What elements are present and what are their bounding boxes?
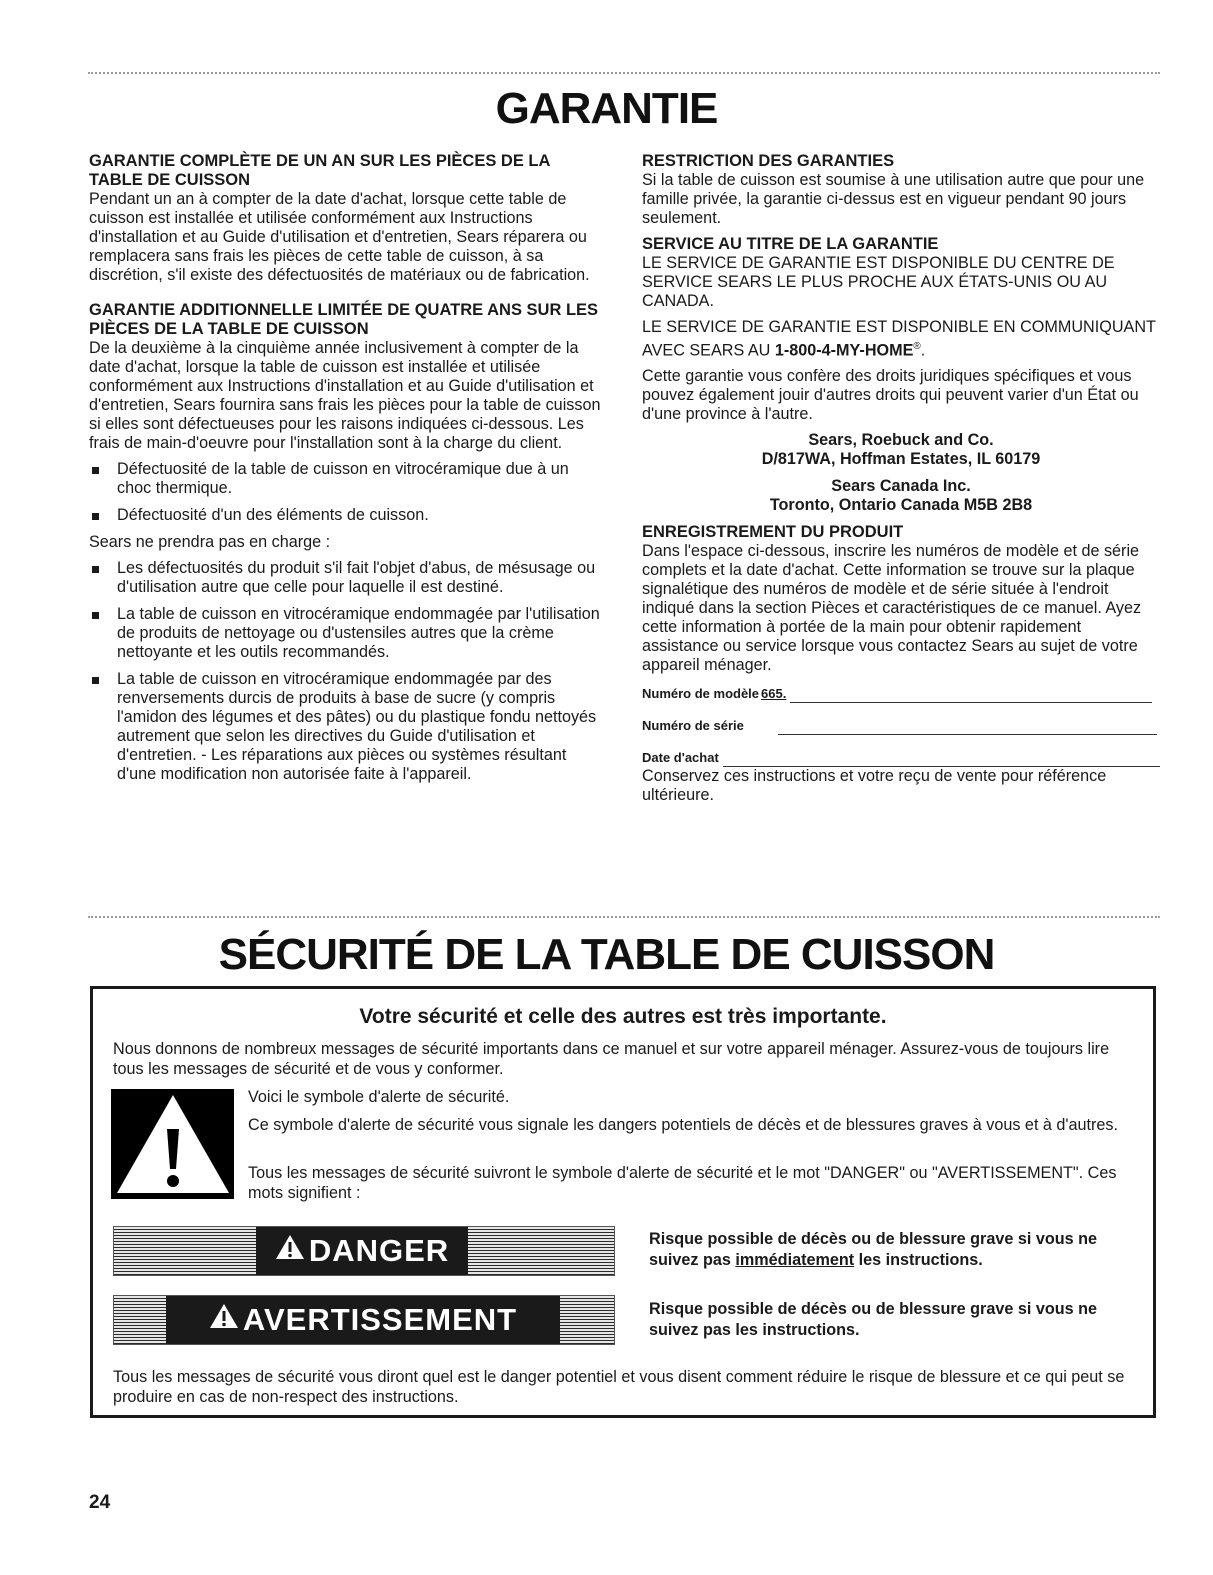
warning-banner (113, 1295, 615, 1345)
symbol-text-2: Ce symbole d'alerte de sécurité vous signale les dangers potentiels de décès et de blessures graves à vous et à d'autres. (248, 1116, 1119, 1134)
legal-rights-text: Cette garantie vous confère des droits juridiques spécifiques et vous pouvez également jouir d'autres droits qui peuvent varier d'un État ou d'une province à l'autre. (642, 367, 1139, 424)
service-phone-number: 1-800-4-MY-HOME (774, 341, 914, 360)
service-availability-text: LE SERVICE DE GARANTIE EST DISPONIBLE DU CENTRE DE SERVICE SEARS LE PLUS PROCHE AUX ÉTATS-UNIS OU AU CANADA. (642, 254, 1115, 310)
limited-warranty-text: De la deuxième à la cinquième année inclusivement à compter de la date d'achat, lorsque la table de cuisson est installée et utilisée conformément aux Instructions d'installation et au Guide d'utilisation et d'entretien, Sears fournira sans frais les pièces pour la table de cuisson si elles sont défectueuses pour les raisons indiquées ci-dessous. Les frais de main-d'oeuvre pour l'installation sont à la charge du client. (89, 339, 601, 452)
address-line: Sears Canada Inc. (831, 477, 971, 496)
warning-description: Risque possible de décès ou de blessure grave si vous ne suivez pas les instructions. (649, 1300, 1098, 1339)
address-line: Sears, Roebuck and Co. (808, 431, 994, 450)
danger-label-box (256, 1227, 468, 1275)
safety-title: SÉCURITÉ DE LA TABLE DE CUISSON (218, 930, 995, 979)
keep-instructions-text: Conservez ces instructions et votre reçu de vente pour référence ultérieure. (642, 767, 1107, 805)
sears-canada-address (642, 477, 1160, 515)
warranty-right-column (642, 152, 1160, 812)
warning-triangle-icon (209, 1302, 239, 1338)
list-item: Défectuosité d'un des éléments de cuisson. (89, 506, 607, 525)
serial-number-line[interactable] (778, 718, 1157, 735)
warning-label: AVERTISSEMENT (242, 1302, 518, 1337)
danger-desc-text-end: les instructions. (854, 1251, 983, 1269)
warning-label-box (166, 1296, 560, 1344)
purchase-date-label: Date d'achat (642, 750, 719, 766)
full-warranty-section (89, 152, 607, 285)
service-contact-text (642, 318, 1160, 360)
safety-alert-symbol (111, 1089, 234, 1199)
safety-box (90, 986, 1156, 1418)
service-contact-end: . (920, 341, 926, 360)
address-line: Toronto, Ontario Canada M5B 2B8 (769, 496, 1033, 515)
limited-warranty-heading: GARANTIE ADDITIONNELLE LIMITÉE DE QUATRE ANS SUR LES PIÈCES DE LA TABLE DE CUISSON (89, 301, 599, 338)
danger-desc-text: Risque possible de décès ou de blessure grave si vous ne suivez pas (649, 1230, 1098, 1269)
symbol-text-3: Tous les messages de sécurité suivront le symbole d'alerte de sécurité et le mot "DANGER" ou "AVERTISSEMENT". Ces mots signifient : (248, 1164, 1117, 1202)
top-divider (88, 72, 1160, 74)
sears-us-address (642, 431, 1160, 469)
safety-subtitle: Votre sécurité et celle des autres est très importante. (359, 1005, 887, 1028)
safety-closing: Tous les messages de sécurité vous diront quel est le danger potentiel et vous disent comment réduire le risque de blessure et ce qui peut se produire en cas de non-respect des instructions. (113, 1368, 1125, 1406)
list-item: La table de cuisson en vitrocéramique endommagée par des renversements durcis de produits à base de sucre (y compris l'amidon des légumes et des pâtes) ou du plastique fondu nettoyés autrement que selon les directives du Guide d'utilisation et d'entretien. - Les réparations aux pièces ou systèmes résultant d'une modification non autorisée faite à l'appareil. (89, 670, 607, 784)
middle-divider (88, 916, 1160, 918)
safety-intro: Nous donnons de nombreux messages de sécurité importants dans ce manuel et sur votre appareil ménager. Assurez-vous de toujours lire tous les messages de sécurité et de vous y conformer. (113, 1040, 1110, 1078)
warranty-left-column (89, 152, 607, 792)
restriction-heading: RESTRICTION DES GARANTIES (642, 152, 895, 170)
full-warranty-text: Pendant un an à compter de la date d'achat, lorsque cette table de cuisson est installée et utilisée conformément aux Instructions d'installation et au Guide d'utilisation et d'entretien, Sears réparera ou remplacera sans frais les pièces de cette table de cuisson, à sa discrétion, s'il existe des défectuosités de matériaux ou de fabrication. (89, 190, 590, 284)
full-warranty-heading: GARANTIE COMPLÈTE DE UN AN SUR LES PIÈCES DE LA TABLE DE CUISSON (89, 152, 550, 189)
purchase-date-line[interactable] (723, 750, 1160, 767)
danger-banner (113, 1226, 615, 1276)
registered-mark: ® (913, 341, 921, 352)
model-number-line[interactable] (790, 686, 1152, 703)
warning-triangle-icon (275, 1233, 305, 1269)
warranty-title: GARANTIE (495, 84, 718, 133)
serial-number-label: Numéro de série (642, 718, 744, 734)
model-number-field (642, 681, 1152, 703)
purchase-date-field (642, 745, 1160, 767)
service-contact-lead: LE SERVICE DE GARANTIE EST DISPONIBLE EN COMMUNIQUANT AVEC SEARS AU (642, 318, 1156, 360)
warning-triangle-icon (111, 1089, 234, 1199)
registration-heading: ENREGISTREMENT DU PRODUIT (642, 523, 904, 542)
limited-warranty-section (89, 301, 607, 784)
serial-number-field (642, 713, 1157, 735)
list-item: Les défectuosités du produit s'il fait l'objet d'abus, de mésusage ou d'utilisation autre que celle pour laquelle il est destiné. (89, 559, 607, 597)
restriction-text: Si la table de cuisson est soumise à une utilisation autre que pour une famille privée, la garantie ci-dessus est en vigueur pendant 90 jours seulement. (642, 171, 1145, 227)
address-line: D/817WA, Hoffman Estates, IL 60179 (761, 450, 1041, 469)
registration-text: Dans l'espace ci-dessous, inscrire les numéros de modèle et de série complets et la date d'achat. Cette information se trouve sur la plaque signalétique des numéros de modèle et de série située à l'endroit indiqué dans la section Pièces et caractéristiques de ce manuel. Ayez cette information à portée de la main pour obtenir rapidement assistance ou service lorsque vous contactez Sears au sujet de votre appareil ménager. (642, 542, 1142, 675)
page-number: 24 (89, 1492, 111, 1513)
not-covered-list (89, 559, 607, 784)
model-number-value: 665. (761, 686, 787, 702)
covered-defects-list (89, 460, 607, 525)
list-item: La table de cuisson en vitrocéramique endommagée par l'utilisation de produits de nettoyage ou d'ustensiles autres que la crème nettoyante et les outils recommandés. (89, 605, 607, 662)
danger-desc-emphasis: immédiatement (735, 1251, 855, 1269)
symbol-text-1: Voici le symbole d'alerte de sécurité. (248, 1088, 510, 1106)
list-item: Défectuosité de la table de cuisson en vitrocéramique due à un choc thermique. (89, 460, 607, 498)
service-heading: SERVICE AU TITRE DE LA GARANTIE (642, 235, 939, 253)
danger-label: DANGER (308, 1233, 450, 1268)
not-covered-intro: Sears ne prendra pas en charge : (89, 533, 331, 551)
danger-description (649, 1229, 1139, 1271)
model-number-label: Numéro de modèle (642, 686, 760, 702)
